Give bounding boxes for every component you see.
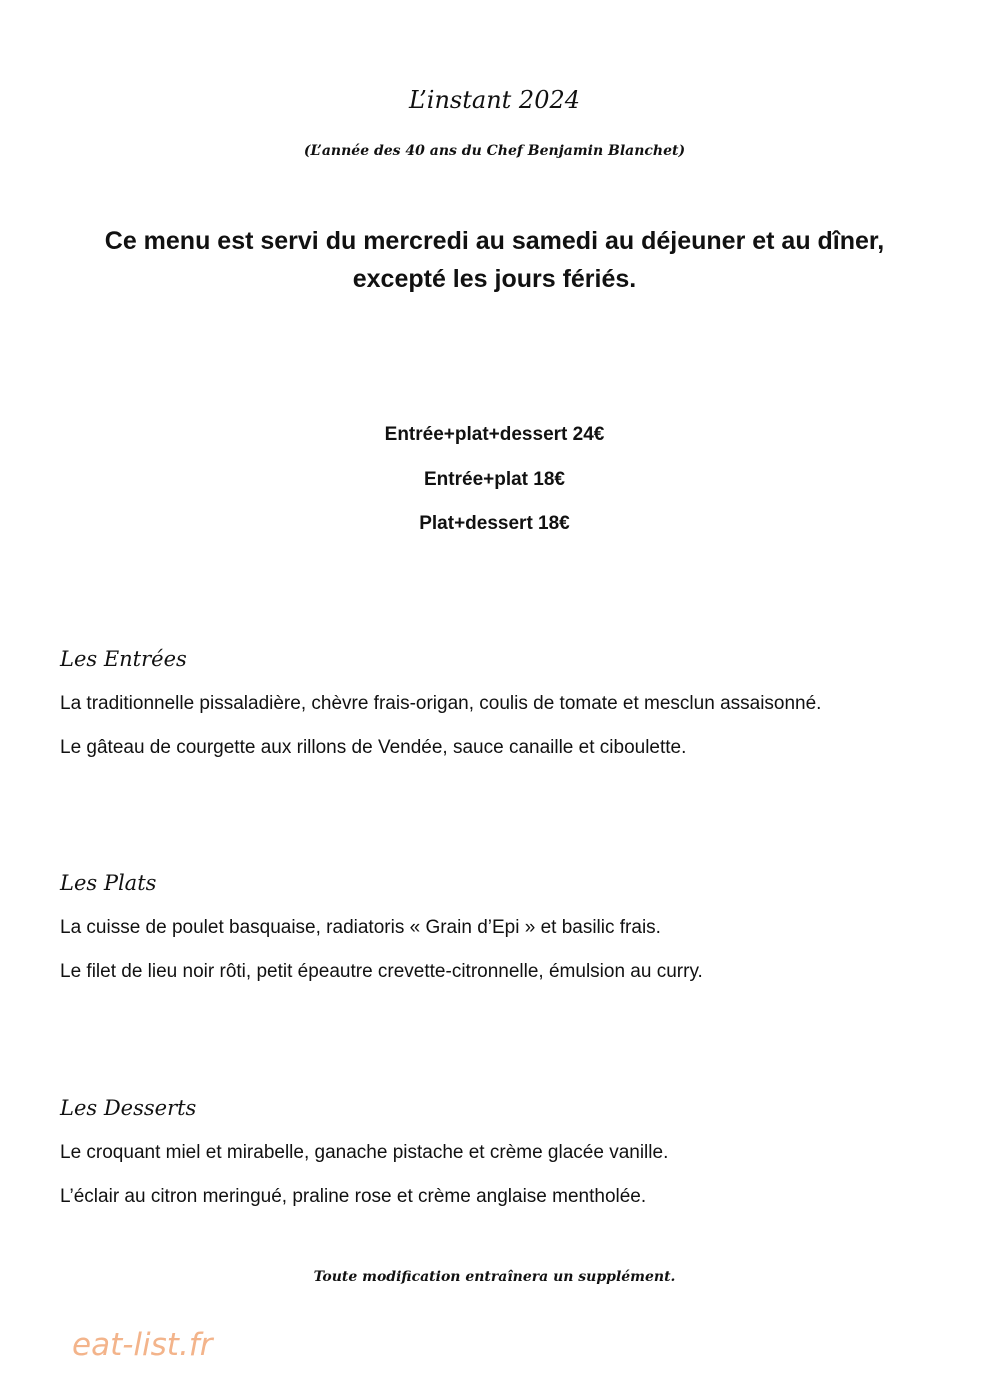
dish-item: La traditionnelle pissaladière, chèvre frais-origan, coulis de tomate et mesclun assaisonné. (60, 693, 822, 714)
menu-subtitle: (L’année des 40 ans du Chef Benjamin Blanchet) (303, 143, 686, 159)
dish-item: L’éclair au citron meringué, praline rose et crème anglaise mentholée. (60, 1186, 647, 1207)
service-notice-line: Ce menu est servi du mercredi au samedi au déjeuner et au dîner, (104, 227, 885, 255)
section-desserts (60, 1093, 960, 1227)
footer-note: Toute modification entraînera un supplément. (313, 1269, 676, 1285)
section-title: Les Desserts (60, 1096, 197, 1120)
price-list (0, 421, 989, 555)
menu-title: L’instant 2024 (408, 86, 581, 114)
dish-item: Le filet de lieu noir rôti, petit épeautre crevette-citronnelle, émulsion au curry. (60, 961, 703, 982)
dish-item: Le gâteau de courgette aux rillons de Vendée, sauce canaille et ciboulette. (60, 737, 687, 758)
dish-item: Le croquant miel et mirabelle, ganache pistache et crème glacée vanille. (60, 1142, 669, 1163)
service-notice-line: excepté les jours fériés. (352, 265, 637, 293)
service-notice (0, 222, 989, 298)
watermark: eat-list.fr (72, 1327, 213, 1363)
section-plats (60, 868, 960, 1002)
section-entrees (60, 644, 960, 778)
section-title: Les Plats (60, 871, 157, 895)
price-formula: Entrée+plat 18€ (424, 468, 565, 490)
section-title: Les Entrées (60, 647, 187, 671)
price-formula: Entrée+plat+dessert 24€ (384, 424, 605, 445)
dish-item: La cuisse de poulet basquaise, radiatoris « Grain d’Epi » et basilic frais. (60, 917, 661, 938)
price-formula: Plat+dessert 18€ (419, 513, 570, 534)
